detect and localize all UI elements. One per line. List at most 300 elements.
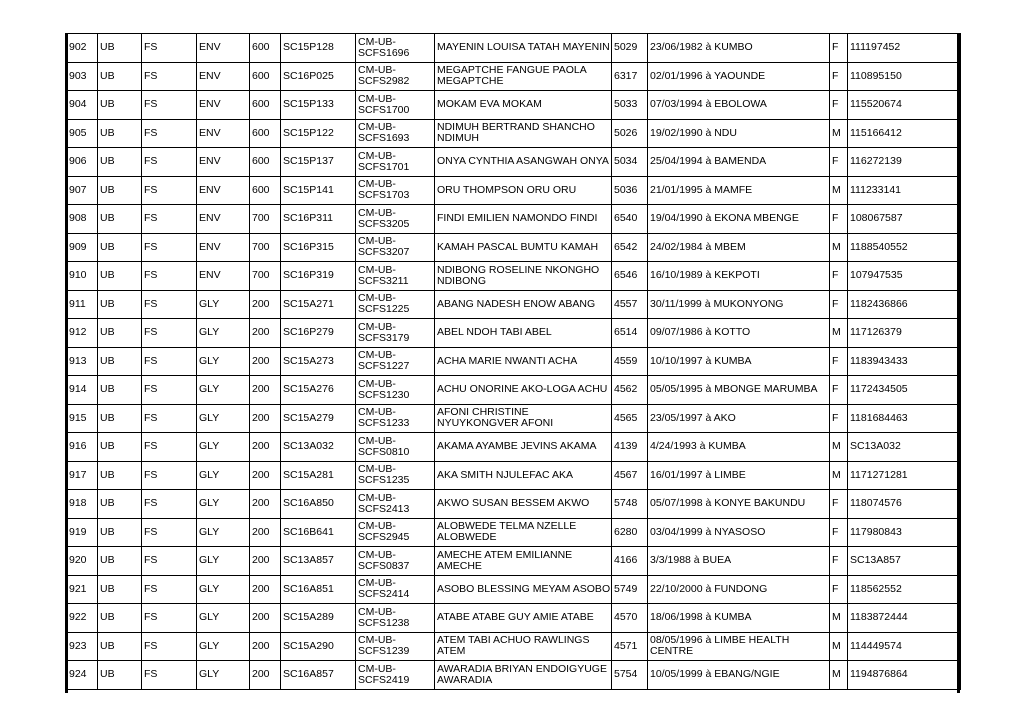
department-cell: ENV bbox=[197, 262, 250, 291]
birth-date-place-cell: 10/05/1999 à EBANG/NGIE bbox=[648, 661, 830, 690]
roster-sheet bbox=[66, 33, 960, 690]
reference-number-cell: 116272139 bbox=[848, 148, 961, 177]
row-number-cell: 904 bbox=[67, 91, 98, 120]
row-number-cell: 920 bbox=[67, 547, 98, 576]
faculty-cell: FS bbox=[142, 604, 197, 633]
birth-date-place-cell: 19/04/1990 à EKONA MBENGE bbox=[648, 205, 830, 234]
sex-cell: M bbox=[830, 176, 848, 205]
student-code-cell: CM-UB-SCFS3211 bbox=[356, 262, 435, 291]
sex-cell: F bbox=[830, 34, 848, 63]
student-name-cell: ALOBWEDE TELMA NZELLE ALOBWEDE bbox=[435, 518, 612, 547]
university-cell: UB bbox=[98, 461, 142, 490]
student-name-cell: ABANG NADESH ENOW ABANG bbox=[435, 290, 612, 319]
id-number-cell: 4570 bbox=[612, 604, 648, 633]
table-row bbox=[67, 490, 961, 519]
birth-date-place-cell: 24/02/1984 à MBEM bbox=[648, 233, 830, 262]
university-cell: UB bbox=[98, 575, 142, 604]
student-code-cell: CM-UB-SCFS1233 bbox=[356, 404, 435, 433]
department-cell: GLY bbox=[197, 490, 250, 519]
table-row bbox=[67, 461, 961, 490]
table-row bbox=[67, 547, 961, 576]
birth-date-place-cell: 22/10/2000 à FUNDONG bbox=[648, 575, 830, 604]
matricule-cell: SC15A273 bbox=[281, 347, 356, 376]
sex-cell: M bbox=[830, 461, 848, 490]
id-number-cell: 6317 bbox=[612, 62, 648, 91]
faculty-cell: FS bbox=[142, 34, 197, 63]
matricule-cell: SC13A032 bbox=[281, 433, 356, 462]
student-code-cell: CM-UB-SCFS3205 bbox=[356, 205, 435, 234]
department-cell: GLY bbox=[197, 518, 250, 547]
matricule-cell: SC16P319 bbox=[281, 262, 356, 291]
university-cell: UB bbox=[98, 176, 142, 205]
level-cell: 200 bbox=[250, 404, 281, 433]
student-code-cell: CM-UB-SCFS0837 bbox=[356, 547, 435, 576]
sex-cell: F bbox=[830, 262, 848, 291]
university-cell: UB bbox=[98, 518, 142, 547]
reference-number-cell: 118074576 bbox=[848, 490, 961, 519]
student-name-cell: ONYA CYNTHIA ASANGWAH ONYA bbox=[435, 148, 612, 177]
matricule-cell: SC16A850 bbox=[281, 490, 356, 519]
department-cell: GLY bbox=[197, 319, 250, 348]
faculty-cell: FS bbox=[142, 91, 197, 120]
id-number-cell: 6542 bbox=[612, 233, 648, 262]
reference-number-cell: 107947535 bbox=[848, 262, 961, 291]
table-row bbox=[67, 604, 961, 633]
faculty-cell: FS bbox=[142, 347, 197, 376]
student-name-cell: NDIBONG ROSELINE NKONGHO NDIBONG bbox=[435, 262, 612, 291]
student-code-cell: CM-UB-SCFS3207 bbox=[356, 233, 435, 262]
table-row bbox=[67, 62, 961, 91]
reference-number-cell: 115520674 bbox=[848, 91, 961, 120]
matricule-cell: SC16A851 bbox=[281, 575, 356, 604]
department-cell: GLY bbox=[197, 547, 250, 576]
student-name-cell: MOKAM EVA MOKAM bbox=[435, 91, 612, 120]
level-cell: 200 bbox=[250, 376, 281, 405]
birth-date-place-cell: 07/03/1994 à EBOLOWA bbox=[648, 91, 830, 120]
faculty-cell: FS bbox=[142, 290, 197, 319]
sex-cell: F bbox=[830, 290, 848, 319]
student-name-cell: ACHA MARIE NWANTI ACHA bbox=[435, 347, 612, 376]
matricule-cell: SC15A289 bbox=[281, 604, 356, 633]
sex-cell: M bbox=[830, 319, 848, 348]
table-row bbox=[67, 91, 961, 120]
birth-date-place-cell: 02/01/1996 à YAOUNDE bbox=[648, 62, 830, 91]
id-number-cell: 6280 bbox=[612, 518, 648, 547]
row-number-cell: 909 bbox=[67, 233, 98, 262]
birth-date-place-cell: 05/07/1998 à KONYE BAKUNDU bbox=[648, 490, 830, 519]
sex-cell: F bbox=[830, 347, 848, 376]
faculty-cell: FS bbox=[142, 661, 197, 690]
faculty-cell: FS bbox=[142, 119, 197, 148]
department-cell: ENV bbox=[197, 91, 250, 120]
row-number-cell: 913 bbox=[67, 347, 98, 376]
student-code-cell: CM-UB-SCFS3179 bbox=[356, 319, 435, 348]
reference-number-cell: 114449574 bbox=[848, 632, 961, 661]
matricule-cell: SC15A279 bbox=[281, 404, 356, 433]
table-row bbox=[67, 347, 961, 376]
matricule-cell: SC15A271 bbox=[281, 290, 356, 319]
sex-cell: M bbox=[830, 433, 848, 462]
student-code-cell: CM-UB-SCFS1230 bbox=[356, 376, 435, 405]
department-cell: GLY bbox=[197, 376, 250, 405]
sex-cell: F bbox=[830, 575, 848, 604]
reference-number-cell: 1194876864 bbox=[848, 661, 961, 690]
level-cell: 200 bbox=[250, 290, 281, 319]
id-number-cell: 5036 bbox=[612, 176, 648, 205]
sex-cell: F bbox=[830, 91, 848, 120]
department-cell: ENV bbox=[197, 148, 250, 177]
birth-date-place-cell: 19/02/1990 à NDU bbox=[648, 119, 830, 148]
level-cell: 600 bbox=[250, 34, 281, 63]
sex-cell: F bbox=[830, 547, 848, 576]
university-cell: UB bbox=[98, 119, 142, 148]
reference-number-cell: 1182436866 bbox=[848, 290, 961, 319]
student-name-cell: ORU THOMPSON ORU ORU bbox=[435, 176, 612, 205]
department-cell: GLY bbox=[197, 575, 250, 604]
id-number-cell: 4139 bbox=[612, 433, 648, 462]
row-number-cell: 917 bbox=[67, 461, 98, 490]
row-number-cell: 924 bbox=[67, 661, 98, 690]
reference-number-cell: 1181684463 bbox=[848, 404, 961, 433]
sex-cell: F bbox=[830, 518, 848, 547]
reference-number-cell: SC13A032 bbox=[848, 433, 961, 462]
level-cell: 600 bbox=[250, 176, 281, 205]
matricule-cell: SC15P128 bbox=[281, 34, 356, 63]
matricule-cell: SC16P279 bbox=[281, 319, 356, 348]
roster-table bbox=[66, 33, 961, 690]
level-cell: 200 bbox=[250, 490, 281, 519]
student-name-cell: FINDI EMILIEN NAMONDO FINDI bbox=[435, 205, 612, 234]
table-row bbox=[67, 404, 961, 433]
university-cell: UB bbox=[98, 347, 142, 376]
department-cell: GLY bbox=[197, 290, 250, 319]
id-number-cell: 4559 bbox=[612, 347, 648, 376]
reference-number-cell: 111197452 bbox=[848, 34, 961, 63]
id-number-cell: 5749 bbox=[612, 575, 648, 604]
table-row bbox=[67, 262, 961, 291]
level-cell: 700 bbox=[250, 205, 281, 234]
birth-date-place-cell: 09/07/1986 à KOTTO bbox=[648, 319, 830, 348]
student-code-cell: CM-UB-SCFS1227 bbox=[356, 347, 435, 376]
university-cell: UB bbox=[98, 632, 142, 661]
matricule-cell: SC16P311 bbox=[281, 205, 356, 234]
row-number-cell: 911 bbox=[67, 290, 98, 319]
faculty-cell: FS bbox=[142, 547, 197, 576]
table-row bbox=[67, 148, 961, 177]
level-cell: 200 bbox=[250, 547, 281, 576]
id-number-cell: 5034 bbox=[612, 148, 648, 177]
reference-number-cell: 111233141 bbox=[848, 176, 961, 205]
id-number-cell: 6546 bbox=[612, 262, 648, 291]
row-number-cell: 906 bbox=[67, 148, 98, 177]
department-cell: GLY bbox=[197, 433, 250, 462]
row-number-cell: 922 bbox=[67, 604, 98, 633]
row-number-cell: 923 bbox=[67, 632, 98, 661]
matricule-cell: SC15A276 bbox=[281, 376, 356, 405]
faculty-cell: FS bbox=[142, 575, 197, 604]
reference-number-cell: 115166412 bbox=[848, 119, 961, 148]
department-cell: ENV bbox=[197, 119, 250, 148]
sex-cell: F bbox=[830, 490, 848, 519]
birth-date-place-cell: 16/10/1989 à KEKPOTI bbox=[648, 262, 830, 291]
matricule-cell: SC15A290 bbox=[281, 632, 356, 661]
department-cell: ENV bbox=[197, 205, 250, 234]
student-name-cell: AKAMA AYAMBE JEVINS AKAMA bbox=[435, 433, 612, 462]
student-code-cell: CM-UB-SCFS1238 bbox=[356, 604, 435, 633]
id-number-cell: 6514 bbox=[612, 319, 648, 348]
student-name-cell: MEGAPTCHE FANGUE PAOLA MEGAPTCHE bbox=[435, 62, 612, 91]
table-row bbox=[67, 205, 961, 234]
table-row bbox=[67, 632, 961, 661]
university-cell: UB bbox=[98, 404, 142, 433]
table-row bbox=[67, 575, 961, 604]
faculty-cell: FS bbox=[142, 205, 197, 234]
student-code-cell: CM-UB-SCFS1703 bbox=[356, 176, 435, 205]
student-name-cell: AWARADIA BRIYAN ENDOIGYUGE AWARADIA bbox=[435, 661, 612, 690]
student-name-cell: MAYENIN LOUISA TATAH MAYENIN bbox=[435, 34, 612, 63]
birth-date-place-cell: 10/10/1997 à KUMBA bbox=[648, 347, 830, 376]
department-cell: ENV bbox=[197, 233, 250, 262]
birth-date-place-cell: 3/3/1988 à BUEA bbox=[648, 547, 830, 576]
student-code-cell: CM-UB-SCFS2414 bbox=[356, 575, 435, 604]
student-code-cell: CM-UB-SCFS2419 bbox=[356, 661, 435, 690]
university-cell: UB bbox=[98, 376, 142, 405]
level-cell: 200 bbox=[250, 433, 281, 462]
table-row bbox=[67, 518, 961, 547]
id-number-cell: 5033 bbox=[612, 91, 648, 120]
page-border-right bbox=[957, 33, 960, 693]
sex-cell: F bbox=[830, 62, 848, 91]
matricule-cell: SC15P122 bbox=[281, 119, 356, 148]
level-cell: 200 bbox=[250, 461, 281, 490]
university-cell: UB bbox=[98, 290, 142, 319]
reference-number-cell: 110895150 bbox=[848, 62, 961, 91]
reference-number-cell: SC13A857 bbox=[848, 547, 961, 576]
level-cell: 200 bbox=[250, 632, 281, 661]
matricule-cell: SC15P133 bbox=[281, 91, 356, 120]
row-number-cell: 919 bbox=[67, 518, 98, 547]
university-cell: UB bbox=[98, 547, 142, 576]
university-cell: UB bbox=[98, 34, 142, 63]
reference-number-cell: 1183943433 bbox=[848, 347, 961, 376]
row-number-cell: 905 bbox=[67, 119, 98, 148]
faculty-cell: FS bbox=[142, 148, 197, 177]
row-number-cell: 902 bbox=[67, 34, 98, 63]
birth-date-place-cell: 25/04/1994 à BAMENDA bbox=[648, 148, 830, 177]
student-name-cell: ATABE ATABE GUY AMIE ATABE bbox=[435, 604, 612, 633]
faculty-cell: FS bbox=[142, 233, 197, 262]
faculty-cell: FS bbox=[142, 461, 197, 490]
id-number-cell: 4557 bbox=[612, 290, 648, 319]
sex-cell: M bbox=[830, 632, 848, 661]
level-cell: 200 bbox=[250, 575, 281, 604]
university-cell: UB bbox=[98, 262, 142, 291]
table-row bbox=[67, 433, 961, 462]
level-cell: 200 bbox=[250, 661, 281, 690]
id-number-cell: 6540 bbox=[612, 205, 648, 234]
table-row bbox=[67, 176, 961, 205]
id-number-cell: 4166 bbox=[612, 547, 648, 576]
department-cell: GLY bbox=[197, 404, 250, 433]
id-number-cell: 5748 bbox=[612, 490, 648, 519]
row-number-cell: 916 bbox=[67, 433, 98, 462]
matricule-cell: SC16B641 bbox=[281, 518, 356, 547]
student-name-cell: ASOBO BLESSING MEYAM ASOBO bbox=[435, 575, 612, 604]
university-cell: UB bbox=[98, 319, 142, 348]
student-code-cell: CM-UB-SCFS1696 bbox=[356, 34, 435, 63]
table-row bbox=[67, 319, 961, 348]
student-code-cell: CM-UB-SCFS2413 bbox=[356, 490, 435, 519]
row-number-cell: 912 bbox=[67, 319, 98, 348]
level-cell: 200 bbox=[250, 518, 281, 547]
level-cell: 200 bbox=[250, 319, 281, 348]
reference-number-cell: 117126379 bbox=[848, 319, 961, 348]
matricule-cell: SC15P141 bbox=[281, 176, 356, 205]
matricule-cell: SC15P137 bbox=[281, 148, 356, 177]
university-cell: UB bbox=[98, 62, 142, 91]
row-number-cell: 914 bbox=[67, 376, 98, 405]
faculty-cell: FS bbox=[142, 490, 197, 519]
table-row bbox=[67, 661, 961, 690]
university-cell: UB bbox=[98, 205, 142, 234]
reference-number-cell: 1183872444 bbox=[848, 604, 961, 633]
department-cell: GLY bbox=[197, 661, 250, 690]
birth-date-place-cell: 4/24/1993 à KUMBA bbox=[648, 433, 830, 462]
birth-date-place-cell: 18/06/1998 à KUMBA bbox=[648, 604, 830, 633]
faculty-cell: FS bbox=[142, 404, 197, 433]
id-number-cell: 5026 bbox=[612, 119, 648, 148]
birth-date-place-cell: 23/06/1982 à KUMBO bbox=[648, 34, 830, 63]
sex-cell: M bbox=[830, 661, 848, 690]
birth-date-place-cell: 05/05/1995 à MBONGE MARUMBA bbox=[648, 376, 830, 405]
row-number-cell: 908 bbox=[67, 205, 98, 234]
table-row bbox=[67, 233, 961, 262]
table-row bbox=[67, 34, 961, 63]
level-cell: 700 bbox=[250, 262, 281, 291]
sex-cell: F bbox=[830, 376, 848, 405]
student-name-cell: ABEL NDOH TABI ABEL bbox=[435, 319, 612, 348]
matricule-cell: SC16P025 bbox=[281, 62, 356, 91]
student-code-cell: CM-UB-SCFS1239 bbox=[356, 632, 435, 661]
department-cell: GLY bbox=[197, 632, 250, 661]
student-name-cell: KAMAH PASCAL BUMTU KAMAH bbox=[435, 233, 612, 262]
student-name-cell: AFONI CHRISTINE NYUYKONGVER AFONI bbox=[435, 404, 612, 433]
birth-date-place-cell: 23/05/1997 à AKO bbox=[648, 404, 830, 433]
id-number-cell: 4565 bbox=[612, 404, 648, 433]
university-cell: UB bbox=[98, 490, 142, 519]
student-code-cell: CM-UB-SCFS2945 bbox=[356, 518, 435, 547]
faculty-cell: FS bbox=[142, 62, 197, 91]
level-cell: 600 bbox=[250, 119, 281, 148]
student-code-cell: CM-UB-SCFS1235 bbox=[356, 461, 435, 490]
student-code-cell: CM-UB-SCFS1700 bbox=[356, 91, 435, 120]
sex-cell: F bbox=[830, 205, 848, 234]
roster-body bbox=[67, 34, 961, 690]
birth-date-place-cell: 21/01/1995 à MAMFE bbox=[648, 176, 830, 205]
level-cell: 600 bbox=[250, 62, 281, 91]
id-number-cell: 5754 bbox=[612, 661, 648, 690]
sex-cell: M bbox=[830, 233, 848, 262]
sex-cell: M bbox=[830, 119, 848, 148]
id-number-cell: 5029 bbox=[612, 34, 648, 63]
faculty-cell: FS bbox=[142, 262, 197, 291]
university-cell: UB bbox=[98, 233, 142, 262]
student-name-cell: ATEM TABI ACHUO RAWLINGS ATEM bbox=[435, 632, 612, 661]
matricule-cell: SC16P315 bbox=[281, 233, 356, 262]
student-name-cell: AMECHE ATEM EMILIANNE AMECHE bbox=[435, 547, 612, 576]
row-number-cell: 910 bbox=[67, 262, 98, 291]
faculty-cell: FS bbox=[142, 433, 197, 462]
id-number-cell: 4562 bbox=[612, 376, 648, 405]
level-cell: 600 bbox=[250, 148, 281, 177]
student-name-cell: ACHU ONORINE AKO-LOGA ACHU bbox=[435, 376, 612, 405]
table-row bbox=[67, 376, 961, 405]
reference-number-cell: 117980843 bbox=[848, 518, 961, 547]
sex-cell: M bbox=[830, 604, 848, 633]
student-code-cell: CM-UB-SCFS2982 bbox=[356, 62, 435, 91]
student-code-cell: CM-UB-SCFS1225 bbox=[356, 290, 435, 319]
birth-date-place-cell: 08/05/1996 à LIMBE HEALTH CENTRE bbox=[648, 632, 830, 661]
table-row bbox=[67, 119, 961, 148]
matricule-cell: SC13A857 bbox=[281, 547, 356, 576]
university-cell: UB bbox=[98, 91, 142, 120]
matricule-cell: SC16A857 bbox=[281, 661, 356, 690]
student-name-cell: AKA SMITH NJULEFAC AKA bbox=[435, 461, 612, 490]
faculty-cell: FS bbox=[142, 632, 197, 661]
sex-cell: F bbox=[830, 404, 848, 433]
level-cell: 600 bbox=[250, 91, 281, 120]
faculty-cell: FS bbox=[142, 176, 197, 205]
id-number-cell: 4571 bbox=[612, 632, 648, 661]
faculty-cell: FS bbox=[142, 319, 197, 348]
level-cell: 200 bbox=[250, 604, 281, 633]
id-number-cell: 4567 bbox=[612, 461, 648, 490]
reference-number-cell: 1171271281 bbox=[848, 461, 961, 490]
department-cell: GLY bbox=[197, 347, 250, 376]
birth-date-place-cell: 03/04/1999 à NYASOSO bbox=[648, 518, 830, 547]
department-cell: ENV bbox=[197, 62, 250, 91]
row-number-cell: 918 bbox=[67, 490, 98, 519]
university-cell: UB bbox=[98, 148, 142, 177]
reference-number-cell: 1188540552 bbox=[848, 233, 961, 262]
birth-date-place-cell: 30/11/1999 à MUKONYONG bbox=[648, 290, 830, 319]
table-row bbox=[67, 290, 961, 319]
reference-number-cell: 118562552 bbox=[848, 575, 961, 604]
student-name-cell: NDIMUH BERTRAND SHANCHO NDIMUH bbox=[435, 119, 612, 148]
reference-number-cell: 108067587 bbox=[848, 205, 961, 234]
faculty-cell: FS bbox=[142, 376, 197, 405]
row-number-cell: 915 bbox=[67, 404, 98, 433]
student-code-cell: CM-UB-SCFS1693 bbox=[356, 119, 435, 148]
matricule-cell: SC15A281 bbox=[281, 461, 356, 490]
faculty-cell: FS bbox=[142, 518, 197, 547]
student-name-cell: AKWO SUSAN BESSEM AKWO bbox=[435, 490, 612, 519]
birth-date-place-cell: 16/01/1997 à LIMBE bbox=[648, 461, 830, 490]
sex-cell: F bbox=[830, 148, 848, 177]
level-cell: 700 bbox=[250, 233, 281, 262]
department-cell: GLY bbox=[197, 604, 250, 633]
row-number-cell: 921 bbox=[67, 575, 98, 604]
level-cell: 200 bbox=[250, 347, 281, 376]
reference-number-cell: 1172434505 bbox=[848, 376, 961, 405]
student-code-cell: CM-UB-SCFS1701 bbox=[356, 148, 435, 177]
university-cell: UB bbox=[98, 433, 142, 462]
department-cell: ENV bbox=[197, 176, 250, 205]
row-number-cell: 907 bbox=[67, 176, 98, 205]
row-number-cell: 903 bbox=[67, 62, 98, 91]
department-cell: GLY bbox=[197, 461, 250, 490]
department-cell: ENV bbox=[197, 34, 250, 63]
